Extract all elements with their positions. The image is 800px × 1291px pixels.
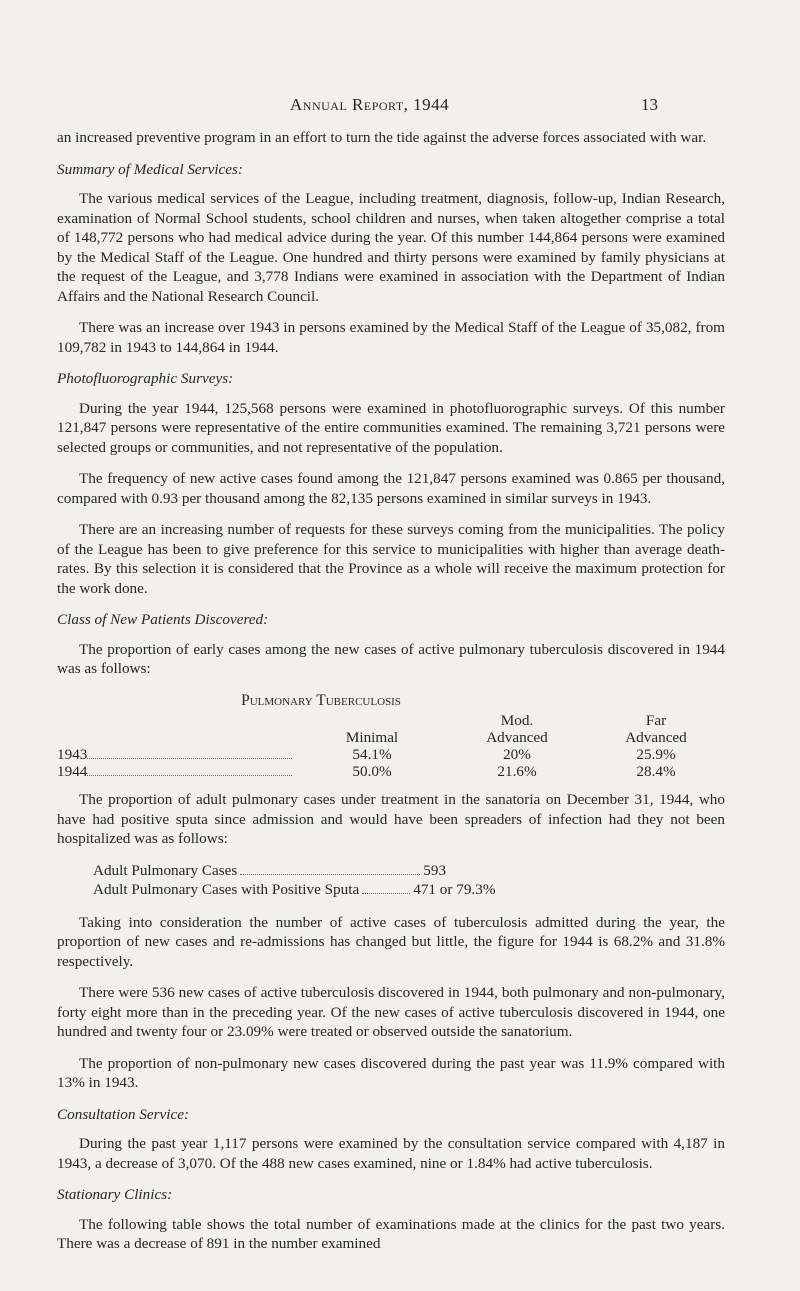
dot-leader <box>240 861 420 875</box>
list-label: Adult Pulmonary Cases with Positive Sputa <box>93 880 360 898</box>
column-header <box>297 712 447 729</box>
paragraph: The proportion of early cases among the new cases of active pulmonary tuberculosis discovered in 1944 was as follows: <box>57 640 725 677</box>
list-value: 593 <box>423 861 447 879</box>
column-header: Mod. <box>500 712 534 729</box>
section-heading-consultation: Consultation Service: <box>57 1105 190 1123</box>
running-title: Annual Report, 1944 <box>290 95 450 114</box>
section-heading-photofluorographic: Photofluorographic Surveys: <box>57 370 234 387</box>
column-header: Advanced <box>486 729 548 746</box>
table-row <box>57 763 725 780</box>
row-label: 1944 <box>57 763 88 780</box>
section-heading-stationary-clinics: Stationary Clinics: <box>57 1186 173 1203</box>
page-number: 13 <box>641 95 658 114</box>
section-heading-summary: Summary of Medical Services: <box>57 160 243 178</box>
list-value: 471 or 79.3% <box>413 880 496 898</box>
table-header-row <box>57 729 725 746</box>
table-row <box>57 746 725 763</box>
dot-leader <box>87 775 292 776</box>
dot-leader <box>362 880 410 894</box>
list-item <box>93 861 725 880</box>
paragraph: There was an increase over 1943 in persons examined by the Medical Staff of the League of 35,082, from 109,782 in 1943 to 144,864 in 1944. <box>57 319 725 356</box>
list-item <box>93 880 725 899</box>
column-header: Advanced <box>625 729 687 746</box>
table-cell: 54.1% <box>352 746 392 763</box>
table-cell: 21.6% <box>497 763 537 780</box>
table-cell: 50.0% <box>352 763 392 780</box>
tuberculosis-stage-table <box>57 712 725 780</box>
paragraph: The proportion of non-pulmonary new cases discovered during the past year was 11.9% compared with 13% in 1943. <box>57 1054 725 1091</box>
table-cell: 20% <box>503 746 531 763</box>
paragraph: Taking into consideration the number of active cases of tuberculosis admitted during the year, the proportion of new cases and re-admissions has changed but little, the figure for 1944 is 68.2% and 31.8% respectively. <box>57 913 725 970</box>
dot-leader <box>87 758 292 759</box>
page-header <box>0 95 800 123</box>
page-body <box>57 128 725 1266</box>
list-label: Adult Pulmonary Cases <box>93 861 238 879</box>
paragraph: There were 536 new cases of active tuberculosis discovered in 1944, both pulmonary and non-pulmonary, forty eight more than in the preceding year. Of the new cases of active tuberculosis discovered in 1944, one hundred and twenty four or 23.09% were treated or observed outside the sanatorium. <box>57 984 725 1040</box>
table-header-row <box>57 712 725 729</box>
column-header: Minimal <box>345 729 399 746</box>
table-cell: 28.4% <box>636 763 676 780</box>
paragraph: The following table shows the total number of examinations made at the clinics for the past two years. There was a decrease of 891 in the number examined <box>57 1215 725 1252</box>
paragraph: an increased preventive program in an effort to turn the tide against the adverse forces associated with war. <box>57 129 707 146</box>
paragraph: The proportion of adult pulmonary cases under treatment in the sanatoria on December 31, 1944, who have had positive sputa since admission and would have been spreaders of infection had they not been hospitalized was as follows: <box>57 791 725 847</box>
row-label: 1943 <box>57 746 88 763</box>
column-header: Far <box>645 712 667 729</box>
sputa-list <box>93 861 725 899</box>
table-cell: 25.9% <box>636 746 676 763</box>
section-heading-new-patients: Class of New Patients Discovered: <box>57 611 269 628</box>
paragraph: During the past year 1,117 persons were examined by the consultation service compared with 4,187 in 1943, a decrease of 3,070. Of the 488 new cases examined, nine or 1.84% had active tuberculosis. <box>57 1135 725 1172</box>
paragraph: The various medical services of the League, including treatment, diagnosis, follow-up, Indian Research, examination of Normal School students, school children and nurses, when taken altogether comprise a total of 148,772 persons who had medical advice during the year. Of this number 144,864 persons were examined by the Medical Staff of the League. One hundred and thirty persons were examined by family physicians at the request of the League, and 3,778 Indians were examined in association with the Department of Indian Affairs and the National Research Council. <box>57 190 725 305</box>
paragraph: During the year 1944, 125,568 persons were examined in photofluorographic surveys. Of this number 121,847 persons were representative of the entire communities examined. The remaining 3,721 persons were selected groups or communities, and not representative of the population. <box>57 399 725 456</box>
table-title: Pulmonary Tuberculosis <box>241 691 401 709</box>
paragraph: The frequency of new active cases found among the 121,847 persons examined was 0.865 per thousand, compared with 0.93 per thousand among the 82,135 persons examined in similar surveys in 1943. <box>57 470 725 507</box>
paragraph: There are an increasing number of requests for these surveys coming from the municipalities. The policy of the League has been to give preference for this service to municipalities with higher than average death-rates. By this selection it is considered that the Province as a whole will receive the maximum protection for the work done. <box>57 521 725 597</box>
